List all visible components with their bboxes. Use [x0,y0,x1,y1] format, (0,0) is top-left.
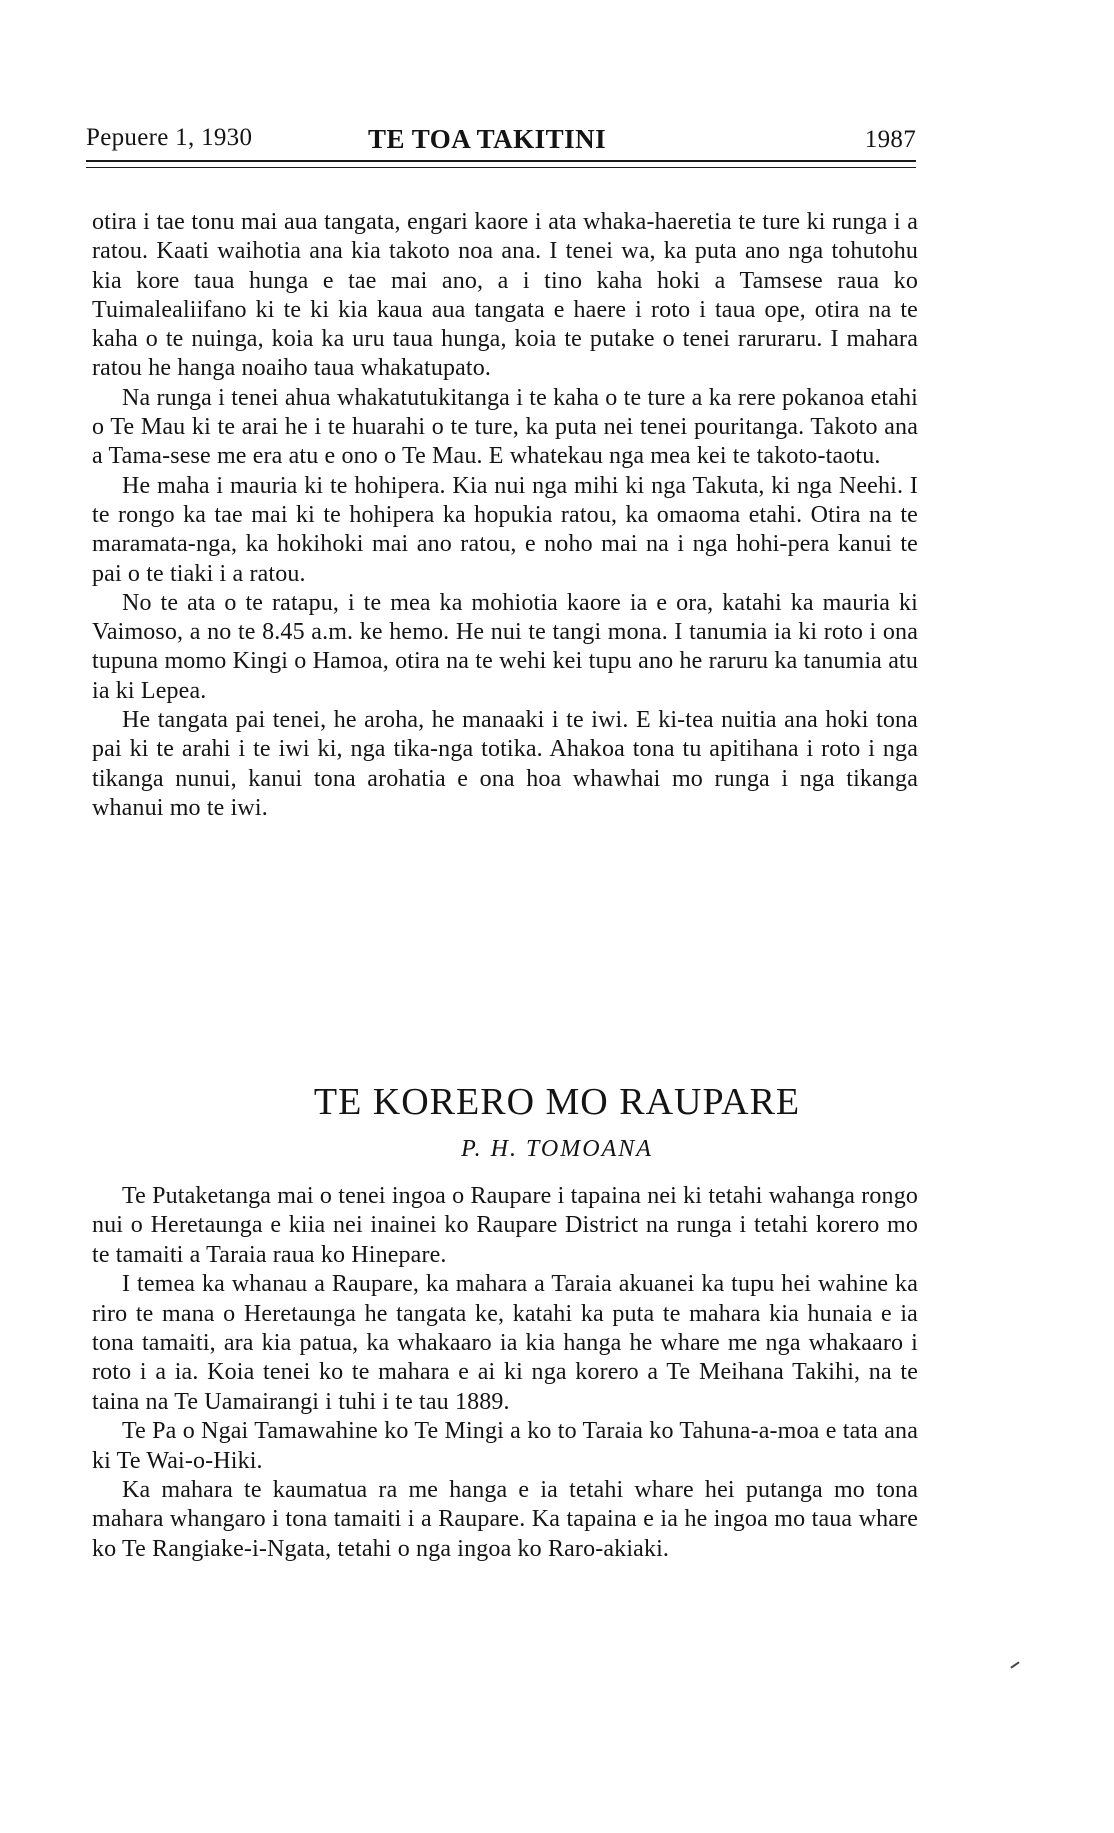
publication-title: TE TOA TAKITINI [368,124,607,154]
paragraph: No te ata o te ratapu, i te mea ka mohiotia kaore ia e ora, katahi ka mauria ki Vaimoso, a no te 8.45 a.m. ke hemo. He nui te tangi mona. I tanumia ia ki roto i ona tupuna momo Kingi o Hamoa, otira na te wehi kei tupu ano he raruru ka tanumia atu ia ki Lepea. [92,589,918,704]
header-rule-thin [86,167,916,168]
issue-date: Pepuere 1, 1930 [86,124,253,151]
running-head [86,124,916,160]
paragraph: Te Putaketanga mai o tenei ingoa o Raupare i tapaina nei ki tetahi wahanga rongo nui o Heretaunga e kiia nei inainei ko Raupare District na runga i tetahi korero mo te tamaiti a Taraia raua ko Hinepare. [92,1183,918,1268]
page-number: 1987 [864,126,916,153]
paragraph: Te Pa o Ngai Tamawahine ko Te Mingi a ko to Taraia ko Tahuna-a-moa e tata ana ki Te Wai-o-Hiki. [92,1418,918,1474]
article-byline: P. H. TOMOANA [461,1136,653,1162]
paragraph: otira i tae tonu mai aua tangata, engari kaore i ata whaka-haeretia te ture ki runga i a ratou. Kaati waihotia ana kia takoto noa ana. I tenei wa, ka puta ano nga tohutohu kia kore taua hunga e tae mai ano, a i tino kaha hoki a Tamsese raua ko Tuimalealiifano ki te ki kia kaua aua tangata e haere i roto i taua ope, otira na te kaha o te nuinga, koia ka uru taua hunga, koia te putake o tenei raruraru. I mahara ratou he hanga noaiho taua whakatupato. [92,209,918,382]
paragraph: Na runga i tenei ahua whakatutukitanga i te kaha o te ture a ka rere pokanoa etahi o Te Mau ki te arai he i te huarahi o te ture, ka puta nei tenei pouritanga. Takoto ana a Tama-sese me era atu e ono o Te Mau. E whatekau nga mea kei te takoto-taotu. [92,384,918,470]
article-continuation [92,208,918,823]
paragraph: I temea ka whanau a Raupare, ka mahara a Taraia akuanei ka tupu hei wahine ka riro te mana o Heretaunga he tangata ke, katahi ka puta te mahara kia hunaia e ia tona tamaiti, ara kia patua, ka whakaaro ia kia hanga he whare me nga whakaaro i roto i a ia. Koia tenei ko te mahara e ai ki nga korero a Te Meihana Takihi, na te taina na Te Uamairangi i tuhi i te tau 1889. [92,1271,918,1415]
article-title: TE KORERO MO RAUPARE [313,1081,801,1123]
article-body [92,1182,918,1564]
paragraph: He maha i mauria ki te hohipera. Kia nui nga mihi ki nga Takuta, ki nga Neehi. I te rongo ka tae mai ki te hohipera ka hopukia ratou, ka omaoma etahi. Otira na te maramata-nga, ka hokihoki mai ano ratou, e noho mai na i nga hohi-pera kanui te pai o te tiaki i a ratou. [92,472,918,587]
paragraph: He tangata pai tenei, he aroha, he manaaki i te iwi. E ki-tea nuitia ana hoki tona pai ki te arahi i te iwi ki, nga tika-nga totika. Ahakoa tona tu apitihana i roto i nga tikanga nunui, kanui tona arohatia e ona hoa whawhai mo runga i nga tikanga whanui mo te iwi. [92,707,918,821]
header-rule-thick [86,160,916,162]
paragraph: Ka mahara te kaumatua ra me hanga e ia tetahi whare hei putanga mo tona mahara whangaro i tona tamaiti i a Raupare. Ka tapaina e ia he ingoa mo taua whare ko Te Rangiake-i-Ngata, tetahi o nga ingoa ko Raro-akiaki. [92,1477,918,1562]
print-speck [1010,1661,1019,1668]
